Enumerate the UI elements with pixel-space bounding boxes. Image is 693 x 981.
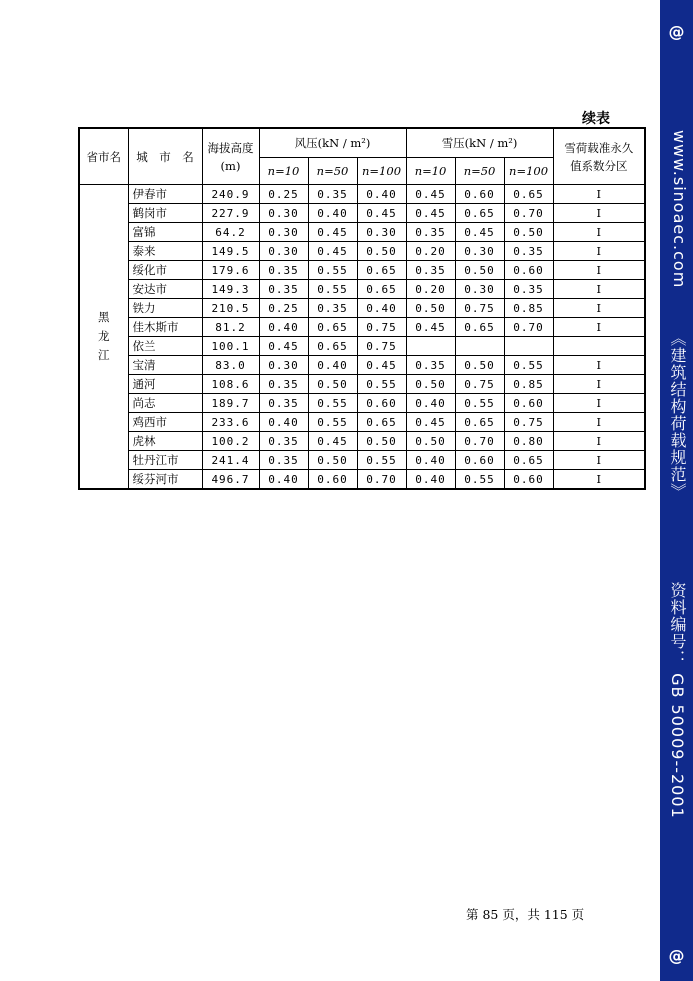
- province-cell: [79, 185, 128, 490]
- cell-zone: I: [553, 223, 645, 242]
- cell-wind-n10: 0.40: [259, 413, 308, 432]
- table-row: [79, 223, 645, 242]
- cell-city: 绥芬河市: [128, 470, 202, 490]
- cell-wind-n10: 0.35: [259, 375, 308, 394]
- cell-zone: I: [553, 375, 645, 394]
- cell-snow-n50: 0.30: [455, 242, 504, 261]
- cell-wind-n10: 0.30: [259, 356, 308, 375]
- cell-city: 铁力: [128, 299, 202, 318]
- header-zone: [553, 128, 645, 185]
- cell-wind-n10: 0.35: [259, 280, 308, 299]
- cell-wind-n50: 0.55: [308, 261, 357, 280]
- cell-zone: I: [553, 242, 645, 261]
- cell-wind-n100: 0.40: [357, 185, 406, 204]
- cell-wind-n10: 0.35: [259, 451, 308, 470]
- cell-city: 伊春市: [128, 185, 202, 204]
- header-snow-n100: n=100: [504, 158, 553, 185]
- cell-snow-n10: 0.40: [406, 470, 455, 490]
- header-snow-n10: n=10: [406, 158, 455, 185]
- cell-snow-n10: 0.45: [406, 185, 455, 204]
- cell-wind-n100: 0.55: [357, 375, 406, 394]
- cell-wind-n10: 0.30: [259, 223, 308, 242]
- header-city: 城 市 名: [128, 128, 202, 185]
- at-icon: @: [668, 22, 685, 41]
- cell-zone: I: [553, 394, 645, 413]
- table-continued-label: 续表: [582, 111, 610, 127]
- header-snow-pressure: 雪压(kN / m²): [406, 128, 553, 158]
- header-altitude-label: 海拔高度: [207, 140, 254, 155]
- table-row: [79, 432, 645, 451]
- cell-snow-n50: 0.60: [455, 185, 504, 204]
- province-name: 黑龙江: [98, 310, 110, 362]
- cell-wind-n100: 0.55: [357, 451, 406, 470]
- table-row: [79, 242, 645, 261]
- cell-snow-n100: 0.65: [504, 451, 553, 470]
- header-wind-n50: n=50: [308, 158, 357, 185]
- cell-zone: I: [553, 204, 645, 223]
- cell-altitude: 149.3: [202, 280, 259, 299]
- cell-city: 泰来: [128, 242, 202, 261]
- cell-snow-n100: 0.35: [504, 280, 553, 299]
- cell-snow-n100: [504, 337, 553, 356]
- cell-city: 富锦: [128, 223, 202, 242]
- cell-city: 依兰: [128, 337, 202, 356]
- header-zone-label: 雪荷载准永久值系数分区: [564, 140, 634, 173]
- cell-zone: I: [553, 299, 645, 318]
- cell-snow-n50: 0.75: [455, 375, 504, 394]
- website-text: www.sinoaec.com: [670, 130, 689, 289]
- cell-zone: I: [553, 185, 645, 204]
- cell-wind-n10: 0.30: [259, 242, 308, 261]
- cell-city: 尚志: [128, 394, 202, 413]
- cell-snow-n10: 0.40: [406, 394, 455, 413]
- cell-altitude: 100.1: [202, 337, 259, 356]
- cell-wind-n50: 0.65: [308, 318, 357, 337]
- cell-wind-n10: 0.45: [259, 337, 308, 356]
- cell-wind-n10: 0.40: [259, 470, 308, 490]
- cell-snow-n100: 0.60: [504, 470, 553, 490]
- cell-altitude: 240.9: [202, 185, 259, 204]
- cell-snow-n100: 0.70: [504, 318, 553, 337]
- cell-city: 鸡西市: [128, 413, 202, 432]
- table-row: [79, 204, 645, 223]
- cell-zone: I: [553, 432, 645, 451]
- cell-altitude: 210.5: [202, 299, 259, 318]
- cell-altitude: 233.6: [202, 413, 259, 432]
- cell-altitude: 149.5: [202, 242, 259, 261]
- cell-snow-n100: 0.75: [504, 413, 553, 432]
- cell-snow-n50: 0.50: [455, 356, 504, 375]
- cell-wind-n10: 0.35: [259, 432, 308, 451]
- cell-wind-n100: 0.65: [357, 280, 406, 299]
- cell-snow-n100: 0.70: [504, 204, 553, 223]
- cell-wind-n10: 0.35: [259, 261, 308, 280]
- cell-snow-n50: 0.60: [455, 451, 504, 470]
- cell-zone: I: [553, 318, 645, 337]
- cell-city: 虎林: [128, 432, 202, 451]
- table-row: [79, 470, 645, 490]
- cell-altitude: 108.6: [202, 375, 259, 394]
- cell-snow-n50: [455, 337, 504, 356]
- header-province: 省市名: [79, 128, 128, 185]
- cell-snow-n50: 0.75: [455, 299, 504, 318]
- table-row: [79, 375, 645, 394]
- cell-wind-n50: 0.50: [308, 375, 357, 394]
- table-row: [79, 280, 645, 299]
- cell-snow-n100: 0.35: [504, 242, 553, 261]
- cell-zone: I: [553, 451, 645, 470]
- table-row: [79, 394, 645, 413]
- cell-wind-n50: 0.60: [308, 470, 357, 490]
- cell-wind-n100: 0.40: [357, 299, 406, 318]
- cell-altitude: 496.7: [202, 470, 259, 490]
- cell-snow-n50: 0.65: [455, 413, 504, 432]
- cell-wind-n10: 0.40: [259, 318, 308, 337]
- cell-snow-n10: 0.45: [406, 413, 455, 432]
- table-row: [79, 185, 645, 204]
- cell-city: 通河: [128, 375, 202, 394]
- cell-wind-n100: 0.75: [357, 318, 406, 337]
- cell-snow-n100: 0.85: [504, 299, 553, 318]
- cell-wind-n50: 0.35: [308, 185, 357, 204]
- cell-wind-n100: 0.45: [357, 356, 406, 375]
- cell-altitude: 189.7: [202, 394, 259, 413]
- doc-number-text: 资料编号： GB 50009--2001: [668, 582, 687, 819]
- cell-wind-n50: 0.55: [308, 280, 357, 299]
- cell-wind-n50: 0.35: [308, 299, 357, 318]
- cell-snow-n50: 0.65: [455, 204, 504, 223]
- cell-wind-n50: 0.45: [308, 432, 357, 451]
- cell-altitude: 100.2: [202, 432, 259, 451]
- cell-wind-n100: 0.50: [357, 432, 406, 451]
- table-row: [79, 337, 645, 356]
- cell-wind-n100: 0.50: [357, 242, 406, 261]
- cell-altitude: 227.9: [202, 204, 259, 223]
- cell-city: 佳木斯市: [128, 318, 202, 337]
- table-row: [79, 318, 645, 337]
- cell-altitude: 241.4: [202, 451, 259, 470]
- book-title-text: 《建筑结构荷载规范》: [668, 330, 687, 500]
- cell-snow-n100: 0.60: [504, 261, 553, 280]
- cell-snow-n50: 0.70: [455, 432, 504, 451]
- header-altitude-unit: (m): [220, 158, 241, 173]
- table-body: [79, 185, 645, 490]
- cell-wind-n100: 0.60: [357, 394, 406, 413]
- cell-zone: I: [553, 470, 645, 490]
- cell-wind-n50: 0.40: [308, 204, 357, 223]
- cell-snow-n50: 0.45: [455, 223, 504, 242]
- cell-wind-n100: 0.70: [357, 470, 406, 490]
- cell-wind-n100: 0.75: [357, 337, 406, 356]
- cell-zone: I: [553, 356, 645, 375]
- table-row: [79, 356, 645, 375]
- header-wind-pressure: 风压(kN / m²): [259, 128, 406, 158]
- cell-altitude: 83.0: [202, 356, 259, 375]
- cell-snow-n10: 0.35: [406, 261, 455, 280]
- cell-zone: I: [553, 413, 645, 432]
- cell-zone: I: [553, 280, 645, 299]
- cell-snow-n50: 0.50: [455, 261, 504, 280]
- table-row: [79, 261, 645, 280]
- cell-wind-n10: 0.30: [259, 204, 308, 223]
- table-row: [79, 413, 645, 432]
- right-sidebar-banner: [660, 0, 693, 981]
- cell-altitude: 179.6: [202, 261, 259, 280]
- cell-snow-n100: 0.65: [504, 185, 553, 204]
- header-snow-n50: n=50: [455, 158, 504, 185]
- cell-snow-n50: 0.55: [455, 470, 504, 490]
- cell-snow-n100: 0.80: [504, 432, 553, 451]
- cell-zone: [553, 337, 645, 356]
- cell-snow-n50: 0.55: [455, 394, 504, 413]
- cell-snow-n10: 0.50: [406, 375, 455, 394]
- cell-snow-n10: [406, 337, 455, 356]
- cell-wind-n50: 0.55: [308, 413, 357, 432]
- cell-snow-n10: 0.20: [406, 242, 455, 261]
- cell-zone: I: [553, 261, 645, 280]
- cell-wind-n10: 0.25: [259, 299, 308, 318]
- at-icon-bottom: @: [668, 946, 685, 965]
- cell-wind-n50: 0.45: [308, 223, 357, 242]
- cell-wind-n10: 0.25: [259, 185, 308, 204]
- cell-altitude: 81.2: [202, 318, 259, 337]
- cell-snow-n10: 0.40: [406, 451, 455, 470]
- cell-snow-n100: 0.55: [504, 356, 553, 375]
- cell-city: 安达市: [128, 280, 202, 299]
- header-wind-n10: n=10: [259, 158, 308, 185]
- cell-wind-n100: 0.65: [357, 261, 406, 280]
- cell-city: 绥化市: [128, 261, 202, 280]
- cell-snow-n100: 0.60: [504, 394, 553, 413]
- cell-city: 宝清: [128, 356, 202, 375]
- cell-city: 牡丹江市: [128, 451, 202, 470]
- cell-snow-n100: 0.50: [504, 223, 553, 242]
- cell-wind-n50: 0.45: [308, 242, 357, 261]
- cell-snow-n100: 0.85: [504, 375, 553, 394]
- load-data-table: [78, 127, 646, 490]
- cell-snow-n10: 0.35: [406, 356, 455, 375]
- page-number: 第 85 页，共 115 页: [466, 907, 585, 922]
- cell-snow-n10: 0.45: [406, 204, 455, 223]
- cell-snow-n10: 0.20: [406, 280, 455, 299]
- cell-city: 鹤岗市: [128, 204, 202, 223]
- table-row: [79, 451, 645, 470]
- cell-snow-n10: 0.50: [406, 299, 455, 318]
- cell-snow-n10: 0.45: [406, 318, 455, 337]
- cell-wind-n100: 0.30: [357, 223, 406, 242]
- cell-altitude: 64.2: [202, 223, 259, 242]
- header-altitude: [202, 128, 259, 185]
- table-row: [79, 299, 645, 318]
- cell-snow-n50: 0.30: [455, 280, 504, 299]
- cell-wind-n50: 0.50: [308, 451, 357, 470]
- cell-snow-n50: 0.65: [455, 318, 504, 337]
- cell-snow-n10: 0.50: [406, 432, 455, 451]
- header-wind-n100: n=100: [357, 158, 406, 185]
- cell-wind-n10: 0.35: [259, 394, 308, 413]
- cell-wind-n100: 0.45: [357, 204, 406, 223]
- cell-wind-n100: 0.65: [357, 413, 406, 432]
- cell-snow-n10: 0.35: [406, 223, 455, 242]
- cell-wind-n50: 0.55: [308, 394, 357, 413]
- cell-wind-n50: 0.65: [308, 337, 357, 356]
- cell-wind-n50: 0.40: [308, 356, 357, 375]
